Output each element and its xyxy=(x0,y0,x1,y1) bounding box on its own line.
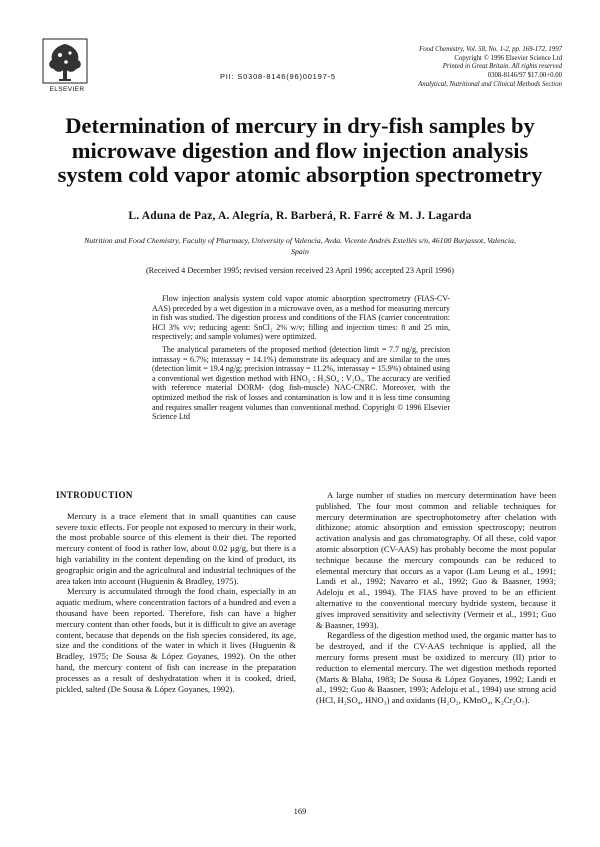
body-paragraph: Mercury is accumulated through the food chain, especially in an aquatic medium, where concentration factors of a hundred and even a thousand have been reported. Therefore, fish can have a higher mercury content than other foods, but it is difficult to give an average content, because that depends on the fish species considered, its age, size and the conditions of the water in which it lives (Huguenin & Bradley, 1975; De Sousa & López Goyanes, 1992). On the other hand, the mercury content of fish can increase in the preparation processes as a result of deshydratation when it is cooked, dried, pickled, salted (De Sousa & López Goyanes, 1992). xyxy=(56,586,296,694)
author-list: L. Aduna de Paz, A. Alegría, R. Barberá, R. Farré & M. J. Lagarda xyxy=(128,210,472,222)
affiliation-line: Nutrition and Food Chemistry, Faculty of Pharmacy, University of Valencia, Avda. Vicente Andrés Estellés s/n, 46100 Burjassot, Valencia, xyxy=(84,236,516,245)
right-column xyxy=(316,490,556,706)
journal-line: 0308-8146/97 $17.00+0.00 xyxy=(487,72,562,80)
pii-code: PII: S0308-8146(96)00197-5 xyxy=(220,72,336,81)
abstract-paragraph: Flow injection analysis system cold vapor atomic absorption spectrometry (FIAS-CV-AAS) preceded by a wet digestion in a microwave oven, as a method for measuring mercury in fish was studied. The digestion process and conditions of the FIAS (carrier concentration: HCl 3% v/v; reducing agent: SnCl₂ 2% w/v; filling and injection times: 8 and 25 min, respectively; and sample volumes) were optimized. xyxy=(152,294,450,342)
received-dates: (Received 4 December 1995; revised version received 23 April 1996; accepted 23 April 1996) xyxy=(145,266,455,275)
elsevier-logo xyxy=(42,38,88,93)
journal-citation-block xyxy=(312,46,562,90)
affiliation xyxy=(40,236,560,257)
journal-line: Analytical, Nutritional and Clinical Methods Section xyxy=(418,80,562,88)
affiliation-line: Spain xyxy=(291,246,309,256)
title-line: Determination of mercury in dry-fish samples by xyxy=(65,113,535,138)
left-column xyxy=(56,490,296,694)
article-title xyxy=(40,114,560,188)
section-heading: INTRODUCTION xyxy=(56,490,133,500)
elsevier-tree-icon xyxy=(42,38,88,84)
publisher-name: ELSEVIER xyxy=(49,86,85,93)
abstract-paragraph: The analytical parameters of the proposed method (detection limit = 7.7 ng/g, precision intrassay = 6.7%; interassay = 14.1%) demonstrate its adequacy and are similar to the ones (detection limit = 19.4 ng/g; precision intrassay = 11.2%, interassay = 15.9%) obtained using a conventional wet digestion method with HNO₃ : H₂SO₄ : V₂O₅. The accuracy are verified with reference material DORM- (dog fish-muscle) NAC-CNRC. Moreover, with the optimized method the risk of losses and contamination is low and it is less time consuming and requires smaller reagent volumes than conventional method. Copyright © 1996 Elsevier Science Ltd xyxy=(152,344,450,422)
journal-line: Copyright © 1996 Elsevier Science Ltd xyxy=(454,54,562,62)
abstract xyxy=(152,294,450,425)
journal-line: Printed in Great Britain. All rights reserved xyxy=(442,63,562,71)
title-line: system cold vapor atomic absorption spectrometry xyxy=(57,162,543,187)
page-number: 169 xyxy=(293,806,307,816)
body-paragraph: Regardless of the digestion method used, the organic matter has to be destroyed, and if the CV-AAS technique is applied, all the mercury forms present must be oxidized to mercury (II) prior to reduction to elemental mercury. The wet digestion methods reported (Marts & Blaha, 1983; De Sousa & López Goyanes, 1992; Landi et al., 1992; Guo & Baasner, 1993; Adeloju et al., 1994) use strong acid (HCl, H₂SO₄, HNO₃) and oxidants (H₂O₂, KMnO₄, K₂Cr₂O₇). xyxy=(316,630,556,706)
journal-line: Food Chemistry, Vol. 58, No. 1-2, pp. 169-172, 1997 xyxy=(419,46,562,53)
title-line: microwave digestion and flow injection analysis xyxy=(71,137,529,163)
body-paragraph: Mercury is a trace element that in small quantities can cause severe toxic effects. For people not exposed to mercury in their work, the most probable source of this element is their diet. The reported mercury content of food is rather low, about 0.02 µg/g, but there is a high variability in the content depending on the kind of product, its geographic origin and the agricultural and industrial techniques of the area taken into account (Huguenin & Bradley, 1975). xyxy=(56,510,296,586)
body-paragraph: A large number of studies on mercury determination have been published. The four most common and reliable techniques for mercury determination are spectrophotometry after chelation with dithizone; atomic absorption and emission spectroscopy; neutron activation analysis and gas chromatography. Of all these, cold vapor atomic absorption (CV-AAS) has probably become the most popular technique because the mercury compounds can be reduced to elemental mercury that occurs as a vapor (Lam Leung et al., 1991; Landi et al., 1992; Navarro et al., 1992; Guo & Baasner, 1993; Adeloju et al., 1994). The FIAS have proved to be an efficient alternative to the conventional mercury hydride system, because it gives improved sensitivity and selectivity (Vermeir et al., 1991; Guo & Baasner, 1993). xyxy=(316,490,556,630)
